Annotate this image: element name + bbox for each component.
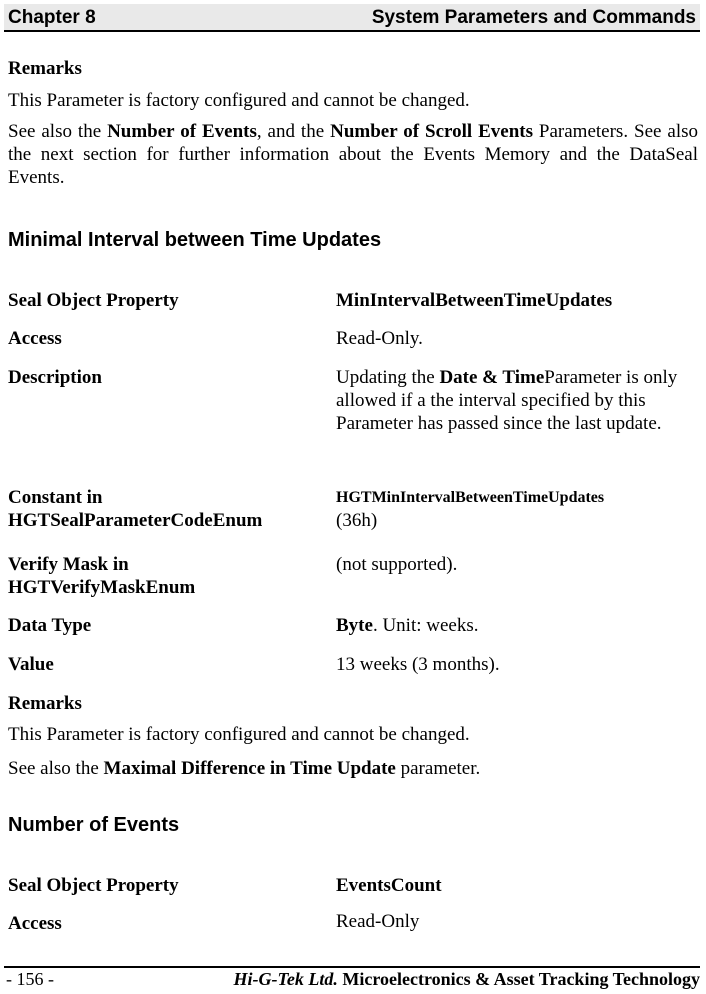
constant-code: (36h) bbox=[336, 510, 378, 531]
data-type-unit: . Unit: weeks. bbox=[372, 615, 479, 636]
access-value: Read-Only bbox=[336, 911, 420, 932]
seal-object-value: MinIntervalBetweenTimeUpdates bbox=[336, 290, 613, 311]
seal-object-value: EventsCount bbox=[336, 875, 442, 896]
ref-date-time: Date & Time bbox=[439, 367, 545, 388]
section-heading-number-of-events: Number of Events bbox=[8, 814, 180, 836]
access-label: Access bbox=[8, 913, 62, 934]
data-type-value bbox=[336, 614, 692, 637]
constant-name: HGTMinIntervalBetweenTimeUpdates bbox=[336, 489, 605, 506]
remarks-text: This Parameter is factory configured and cannot be changed. bbox=[8, 724, 470, 745]
verify-mask-value: (not supported). bbox=[336, 554, 458, 575]
description-label: Description bbox=[8, 367, 102, 388]
constant-label-line: HGTSealParameterCodeEnum bbox=[8, 510, 263, 531]
see-also-paragraph bbox=[8, 120, 698, 189]
verify-mask-label bbox=[8, 553, 323, 599]
seal-object-label: Seal Object Property bbox=[8, 875, 179, 896]
description-value bbox=[336, 366, 692, 435]
description-text: Updating the bbox=[336, 367, 440, 388]
company-name: Hi-G-Tek Ltd. bbox=[233, 969, 338, 989]
remarks-text: This Parameter is factory configured and cannot be changed. bbox=[8, 90, 470, 111]
ref-number-of-scroll-events: Number of Scroll Events bbox=[330, 121, 533, 142]
seal-object-label: Seal Object Property bbox=[8, 290, 179, 311]
section-heading-min-interval: Minimal Interval between Time Updates bbox=[8, 229, 382, 251]
page-number: - 156 - bbox=[6, 969, 54, 989]
remarks-heading: Remarks bbox=[8, 693, 82, 714]
value-value: 13 weeks (3 months). bbox=[336, 654, 500, 675]
chapter-label: Chapter 8 bbox=[8, 7, 96, 28]
description-text: Parameter is only allowed if a the interval specified by this Parameter has passed since the last update. bbox=[336, 367, 678, 434]
value-label: Value bbox=[8, 654, 54, 675]
constant-value bbox=[336, 486, 692, 532]
constant-label-line: Constant in bbox=[8, 487, 103, 508]
data-type-name: Byte bbox=[336, 615, 373, 636]
see-also-text: See also the bbox=[8, 121, 108, 142]
access-value: Read-Only. bbox=[336, 328, 423, 349]
data-type-label: Data Type bbox=[8, 615, 92, 636]
verify-label-line: Verify Mask in bbox=[8, 554, 129, 575]
remarks-heading: Remarks bbox=[8, 58, 82, 79]
constant-label bbox=[8, 486, 323, 532]
see-also-line bbox=[8, 757, 480, 780]
footer-credit bbox=[234, 969, 700, 990]
header-title: System Parameters and Commands bbox=[371, 7, 696, 28]
company-tagline: Microelectronics & Asset Tracking Technology bbox=[337, 969, 700, 989]
footer-rule bbox=[4, 966, 700, 968]
access-label: Access bbox=[8, 328, 62, 349]
see-also-text: See also the bbox=[8, 758, 104, 779]
see-also-text: parameter. bbox=[395, 758, 481, 779]
ref-maximal-difference: Maximal Difference in Time Update bbox=[103, 758, 396, 779]
ref-number-of-events: Number of Events bbox=[107, 121, 257, 142]
see-also-text: Parameters. See also the next section for further information about the Events Memory and the DataSeal Events. bbox=[8, 121, 698, 188]
verify-label-line: HGTVerifyMaskEnum bbox=[8, 577, 196, 598]
see-also-text: , and the bbox=[256, 121, 331, 142]
